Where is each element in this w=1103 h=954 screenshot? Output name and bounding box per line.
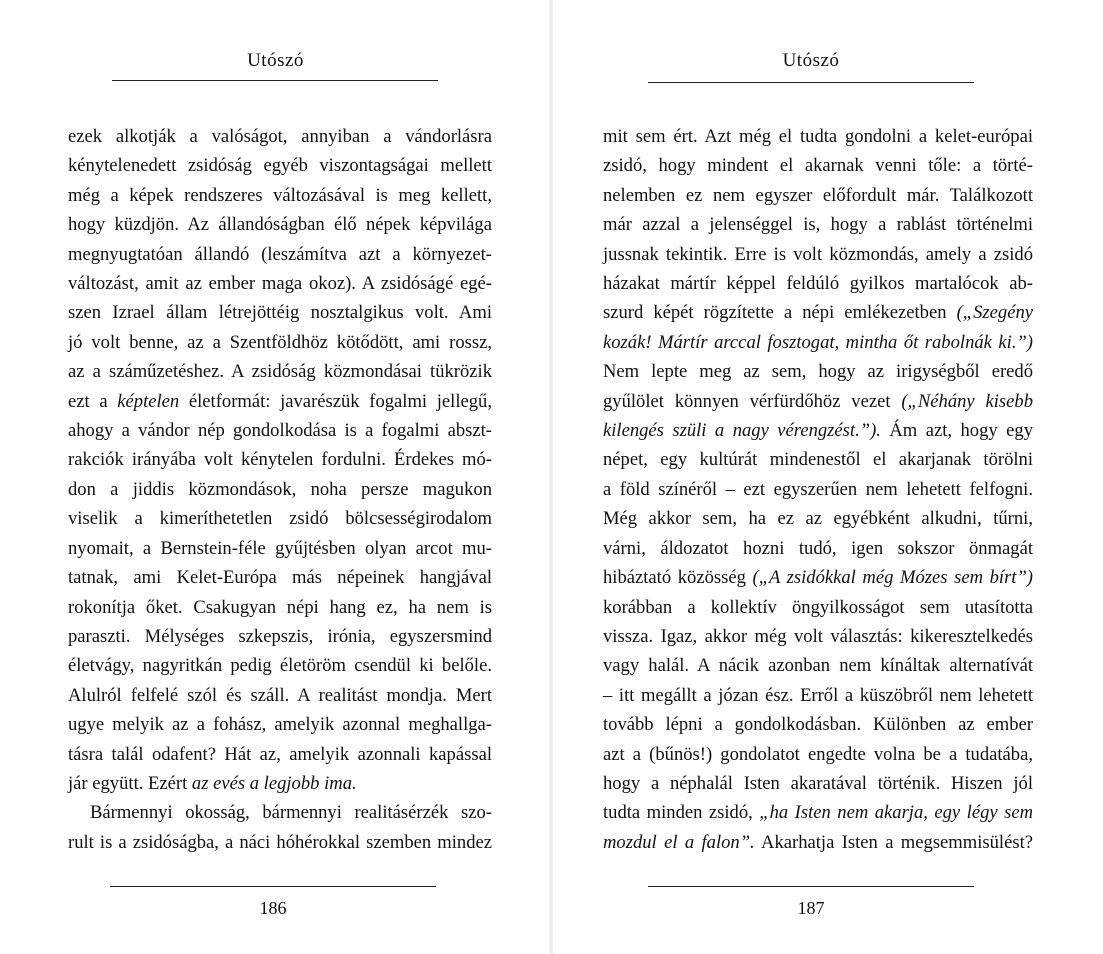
running-head-right: Utószó: [782, 50, 840, 71]
left-body-text: [68, 122, 492, 857]
text-line: változást, amit az ember maga okoz). A zsidóságé egé-: [68, 273, 492, 295]
text-line: [603, 828, 1033, 857]
text-line: nyomait, a Bernstein-féle gyűjtésben olyan arcot mu-: [68, 537, 492, 559]
right-body-text: [603, 122, 1033, 857]
text-line: korábban a kollektív öngyilkosságot sem utasította: [603, 596, 1033, 618]
text-run: tudta minden zsidó,: [603, 802, 760, 824]
text-line: hogy a néphalál Isten akaratával történik. Hiszen jól: [603, 772, 1033, 794]
running-head-left: Utószó: [247, 50, 304, 71]
text-line: ahogy a vándor nép gondolkodása is a fogalmi abszt-: [68, 420, 492, 442]
text-line: tovább lépni a gondolkodásban. Különben az ember: [603, 714, 1033, 736]
text-run: ezt a: [68, 390, 118, 412]
text-line: [68, 387, 492, 416]
italic-quote: („A zsidókkal még Mózes sem bírt”): [752, 567, 1033, 589]
text-line: [603, 416, 1033, 445]
text-line: jó volt benne, az a Szentföldhöz kötődött, ami rossz,: [68, 331, 492, 353]
text-line: hogy küzdjön. Az állandóságban élő népek képvilága: [68, 214, 492, 236]
text-line: [603, 563, 1033, 592]
text-line: [603, 798, 1033, 827]
header-rule-left: [112, 80, 438, 81]
text-line: paraszti. Mélységes szkepszis, irónia, egyszersmind: [68, 625, 492, 647]
italic-quote: mozdul el a falon”.: [603, 831, 755, 853]
text-line: zsidó, hogy mindent el akarnak venni tőle: a törté-: [603, 155, 1033, 177]
text-line: [68, 769, 492, 798]
text-line: rokonítja őket. Csakugyan népi hang ez, ha nem is: [68, 596, 492, 618]
text-line: nelemben ez nem egyszer előfordult már. Találkozott: [603, 184, 1033, 206]
italic-quote: az evés a legjobb ima.: [191, 772, 357, 794]
text-line: népet, egy kultúrát mindenestől el akarjanak törölni: [603, 449, 1033, 471]
page-number-left: 186: [259, 898, 287, 918]
left-page: [0, 0, 551, 954]
text-line: már azzal a jelenséggel is, hogy a rablást történelmi: [603, 214, 1033, 236]
text-line: az a száműzetéshez. A zsidóság közmondásai tükrözik: [68, 361, 492, 383]
text-line: tásra talál odafent? Hát az, amelyik azonnali kapással: [68, 743, 492, 765]
text-line: Nem lepte meg az sem, hogy az irigységből eredő: [603, 361, 1033, 383]
text-line: várni, áldozatot hozni tudó, igen sokszor önmagát: [603, 537, 1033, 559]
text-run: szurd képét rögzítette a népi emlékezetben: [603, 302, 957, 324]
text-line: jussnak tekintik. Erre is volt közmondás, amely a zsidó: [603, 243, 1033, 265]
text-line: don a jiddis közmondások, noha persze magukon: [68, 478, 492, 500]
text-line: szen Izrael állam létrejöttéig nosztalgikus volt. Ami: [68, 302, 492, 324]
text-line: Bármennyi okosság, bármennyi realitásérzék szo-: [90, 802, 492, 824]
text-run: jár együtt. Ezért: [68, 772, 192, 794]
text-line: ugye melyik az a fohász, amelyik azonnal meghallga-: [68, 714, 492, 736]
italic-quote: képtelen: [117, 390, 180, 412]
text-run: életformát: javarészük fogalmi jellegű,: [179, 390, 492, 412]
page-number-right: 187: [797, 898, 825, 918]
text-line: Alulról felfelé szól és száll. A realitást mondja. Mert: [68, 684, 492, 706]
text-line: Még akkor sem, ha ez az egyébként alkudni, tűrni,: [603, 508, 1033, 530]
text-line: a föld színéről – ezt egyszerűen nem lehetett felfogni.: [603, 478, 1033, 500]
text-line: rakciók irányába volt kénytelen fordulni. Érdekes mó-: [68, 449, 492, 471]
text-line: kénytelenedett zsidóság egyéb viszontagságai mellett: [68, 155, 492, 177]
italic-quote: „ha Isten nem akarja, egy légy sem: [759, 802, 1034, 824]
text-run: Ám azt, hogy egy: [880, 420, 1033, 442]
text-line: életvágy, nagyritkán pedig életöröm csendül ki belőle.: [68, 655, 492, 677]
text-line: tatnak, ami Kelet-Európa más népeinek hangjával: [68, 567, 492, 589]
text-line: viselik a kimeríthetetlen zsidó bölcsességirodalom: [68, 508, 492, 530]
text-line: [603, 387, 1033, 416]
text-line: ezek alkotják a valóságot, annyiban a vándorlásra: [68, 126, 492, 147]
header-rule-right: [648, 82, 974, 83]
text-line: azt a (bűnös!) gondolatot engedte volna be a tudatába,: [603, 743, 1033, 765]
text-line: rult is a zsidóságba, a náci hóhérokkal szemben mindez: [68, 831, 492, 853]
text-line: [603, 298, 1033, 327]
text-line: vissza. Igaz, akkor még volt választás: kikeresztelkedés: [603, 625, 1033, 647]
text-line: vagy halál. A nácik azonban nem kínáltak alternatívát: [603, 655, 1033, 677]
right-page: [551, 0, 1103, 954]
text-line: még a képek rendszeres változásával is meg kellett,: [68, 184, 492, 206]
italic-quote: („Szegény: [956, 302, 1033, 324]
text-line: – itt megállt a józan ész. Erről a küszöbről nem lehetett: [603, 684, 1033, 706]
text-run: hibáztató közösség: [603, 567, 753, 589]
footer-rule-left: [110, 886, 436, 887]
italic-quote: kilengés szüli a nagy vérengzést.”).: [603, 420, 881, 442]
text-line: mit sem ért. Azt még el tudta gondolni a kelet-európai: [603, 126, 1033, 147]
text-run: gyűlölet könnyen vérfürdőhöz vezet: [603, 390, 902, 412]
text-line: házakat mártír képpel feldúló gyilkos martalócok ab-: [603, 273, 1033, 295]
text-run: Akarhatja Isten a megsemmisülést?: [754, 831, 1034, 853]
italic-quote: kozák! Mártír arccal fosztogat, mintha őt rabolnák ki.”): [603, 331, 1033, 353]
text-line: megnyugtatóan állandó (leszámítva azt a környezet-: [68, 243, 492, 265]
footer-rule-right: [648, 886, 974, 887]
italic-quote: („Néhány kisebb: [901, 390, 1033, 412]
text-line: [603, 328, 1033, 357]
